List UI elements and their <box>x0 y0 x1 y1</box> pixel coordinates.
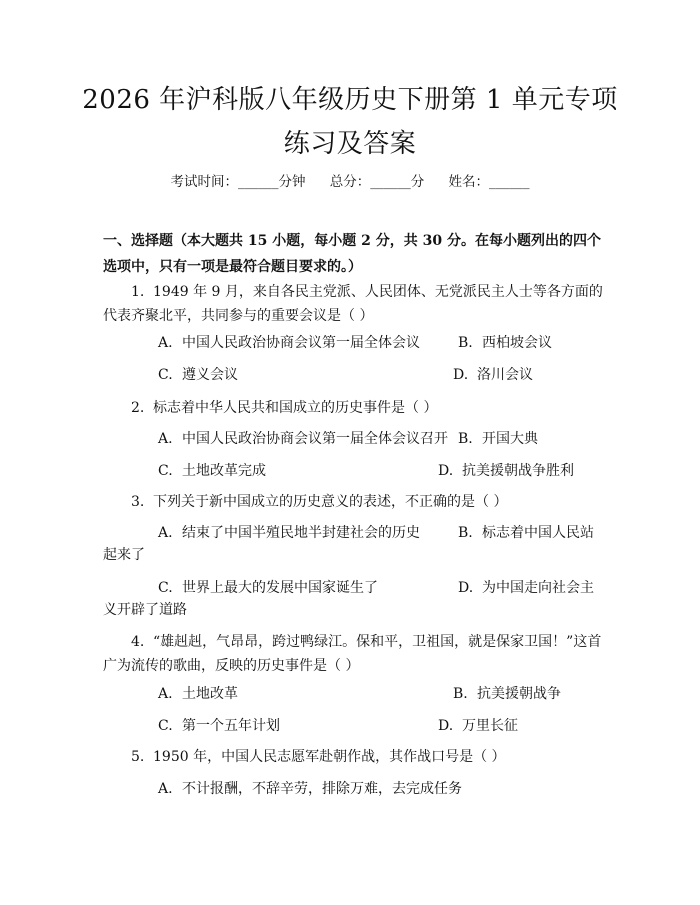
question-3 <box>103 490 603 514</box>
exam-time: 考试时间：______分钟 <box>170 174 306 190</box>
option-3b-continued: 起来了 <box>103 547 145 563</box>
question-1 <box>103 280 603 328</box>
question-text: 1949 年 9 月，来自各民主党派、人民团体、无党派民主人士等各方面的代表齐聚北平，共同参与的重要会议是（ ） <box>103 284 603 324</box>
question-number: 1. <box>131 284 145 300</box>
question-number: 4. <box>131 634 145 650</box>
question-number: 3. <box>131 494 145 510</box>
option-1d: D. 洛川会议 <box>453 367 533 383</box>
exam-meta <box>0 170 700 190</box>
question-text: “雄赳赳，气昂昂，跨过鸭绿江。保和平，卫祖国，就是保家卫国！”这首广为流传的歌曲，反映的历史事件是（ ） <box>103 634 602 674</box>
option-1c: C. 遵义会议 <box>158 367 238 383</box>
option-5a: A. 不计报酬，不辞辛劳，排除万难，去完成任务 <box>158 781 462 797</box>
student-name: 姓名：______ <box>448 174 530 190</box>
option-2a: A. 中国人民政治协商会议第一届全体会议召开 <box>158 431 448 447</box>
option-3b: B. 标志着中国人民站 <box>458 525 594 541</box>
option-3d-continued: 义开辟了道路 <box>103 602 187 618</box>
option-4b: B. 抗美援朝战争 <box>453 686 561 702</box>
question-number: 5. <box>131 749 145 765</box>
option-4d: D. 万里长征 <box>438 718 518 734</box>
option-3a: A. 结束了中国半殖民地半封建社会的历史 <box>158 525 420 541</box>
question-text: 标志着中华人民共和国成立的历史事件是（ ） <box>153 400 438 416</box>
question-number: 2. <box>131 400 145 416</box>
title-line-2: 练习及答案 <box>283 129 417 159</box>
section-heading: 一、选择题（本大题共 15 小题，每小题 2 分，共 30 分。在每小题列出的四个选项中，只有一项是最符合题目要求的。） <box>103 233 601 275</box>
question-2 <box>103 396 603 420</box>
option-1b: B. 西柏坡会议 <box>458 335 552 351</box>
option-2c: C. 土地改革完成 <box>158 463 266 479</box>
option-4a: A. 土地改革 <box>158 686 238 702</box>
title-line-1: 2026 年沪科版八年级历史下册第 1 单元专项 <box>82 85 618 115</box>
option-3d: D. 为中国走向社会主 <box>458 580 594 596</box>
exam-total-score: 总分：______分 <box>329 174 425 190</box>
option-1a: A. 中国人民政治协商会议第一届全体会议 <box>158 335 420 351</box>
option-4c: C. 第一个五年计划 <box>158 718 280 734</box>
question-4 <box>103 630 603 678</box>
question-5 <box>103 745 603 769</box>
question-text: 下列关于新中国成立的历史意义的表述，不正确的是（ ） <box>153 494 508 510</box>
option-2b: B. 开国大典 <box>458 431 538 447</box>
option-2d: D. 抗美援朝战争胜利 <box>438 463 574 479</box>
option-3c: C. 世界上最大的发展中国家诞生了 <box>158 580 378 596</box>
question-text: 1950 年，中国人民志愿军赴朝作战，其作战口号是（ ） <box>153 749 506 765</box>
document-title <box>60 78 640 166</box>
